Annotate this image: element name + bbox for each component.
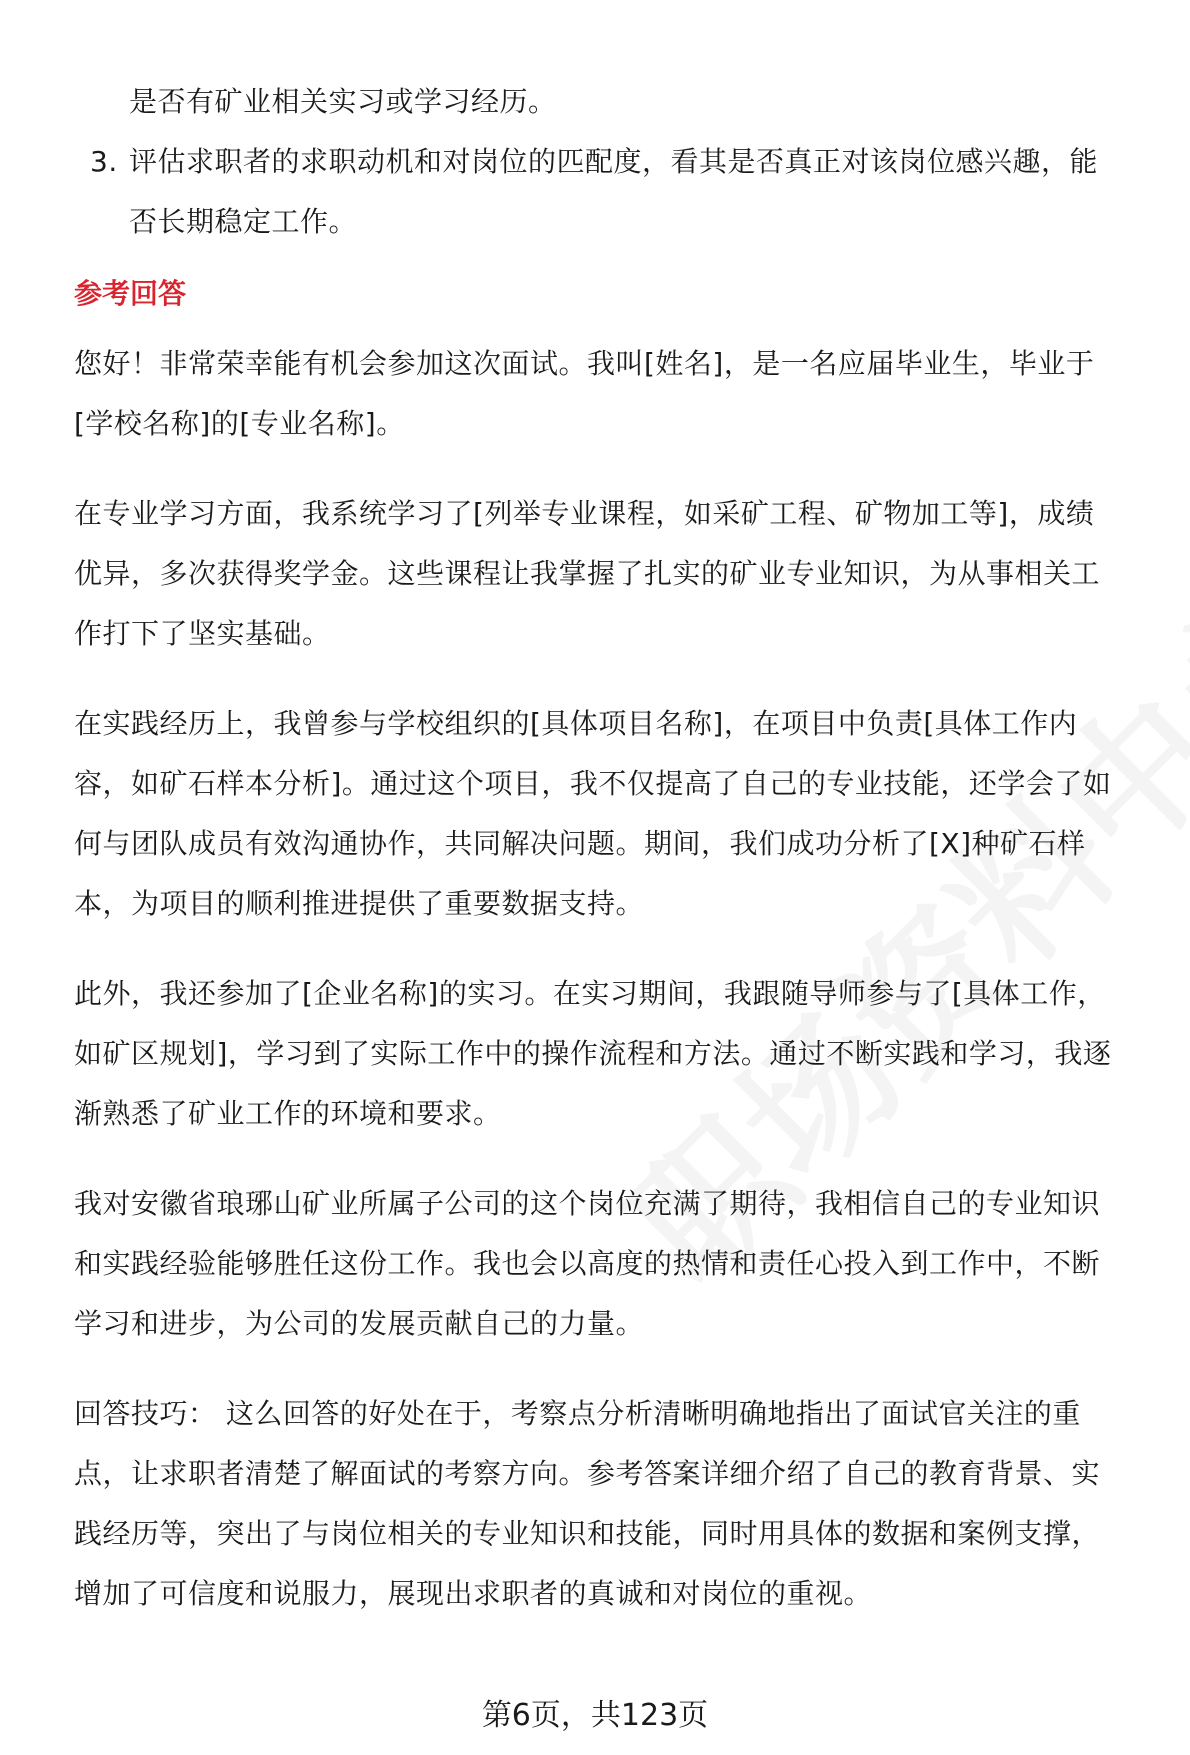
paragraph-line: 何与团队成员有效沟通协作，共同解决问题。期间，我们成功分析了[X]种矿石样 [74, 827, 1086, 860]
paragraph-line: 和实践经验能够胜任这份工作。我也会以高度的热情和责任心投入到工作中，不断 [74, 1247, 1101, 1280]
paragraph-line: 点，让求职者清楚了解面试的考察方向。参考答案详细介绍了自己的教育背景、实 [74, 1457, 1101, 1490]
paragraph-line: 优异，多次获得奖学金。这些课程让我掌握了扎实的矿业专业知识，为从事相关工 [74, 557, 1101, 590]
continuation-line: 是否有矿业相关实习或学习经历。 [129, 85, 557, 118]
paragraph-line: 渐熟悉了矿业工作的环境和要求。 [74, 1097, 502, 1130]
paragraph [74, 334, 1174, 454]
paragraph [74, 1174, 1174, 1354]
paragraph-line: 我对安徽省琅琊山矿业所属子公司的这个岗位充满了期待，我相信自己的专业知识 [74, 1187, 1101, 1220]
paragraph-line: 您好！非常荣幸能有机会参加这次面试。我叫[姓名]，是一名应届毕业生，毕业于 [74, 347, 1095, 380]
list-number: 3. [90, 145, 118, 178]
list-item-text: 评估求职者的求职动机和对岗位的匹配度，看其是否真正对该岗位感兴趣，能 [129, 145, 1099, 178]
paragraph-line: 践经历等，突出了与岗位相关的专业知识和技能，同时用具体的数据和案例支撑， [74, 1517, 1101, 1550]
list-item-text: 否长期稳定工作。 [129, 205, 358, 238]
paragraph [74, 964, 1174, 1144]
section-title: 参考回答 [74, 277, 187, 310]
paragraph-line: [学校名称]的[专业名称]。 [74, 407, 405, 440]
paragraph-line: 学习和进步，为公司的发展贡献自己的力量。 [74, 1307, 645, 1340]
paragraph-line: 增加了可信度和说服力，展现出求职者的真诚和对岗位的重视。 [74, 1577, 873, 1610]
list-item-3 [74, 132, 1174, 252]
paragraph-line: 回答技巧： 这么回答的好处在于，考察点分析清晰明确地指出了面试官关注的重 [74, 1397, 1081, 1430]
paragraph-line: 如矿区规划]，学习到了实际工作中的操作流程和方法。通过不断实践和学习，我逐 [74, 1037, 1112, 1070]
paragraph-line: 在专业学习方面，我系统学习了[列举专业课程，如采矿工程、矿物加工等]，成绩 [74, 497, 1095, 530]
page-number-footer: 第6页，共123页 [481, 1698, 709, 1733]
paragraph [74, 484, 1174, 664]
paragraph [74, 694, 1174, 934]
paragraph-line: 作打下了坚实基础。 [74, 617, 331, 650]
document-body [74, 72, 1174, 1654]
answer-tips-paragraph [74, 1384, 1174, 1624]
paragraph-line: 此外，我还参加了[企业名称]的实习。在实习期间，我跟随导师参与了[具体工作， [74, 977, 1106, 1010]
paragraph-line: 本，为项目的顺利推进提供了重要数据支持。 [74, 887, 645, 920]
paragraph-line: 在实践经历上，我曾参与学校组织的[具体项目名称]，在项目中负责[具体工作内 [74, 707, 1078, 740]
paragraph-line: 容，如矿石样本分析]。通过这个项目，我不仅提高了自己的专业技能，还学会了如 [74, 767, 1112, 800]
